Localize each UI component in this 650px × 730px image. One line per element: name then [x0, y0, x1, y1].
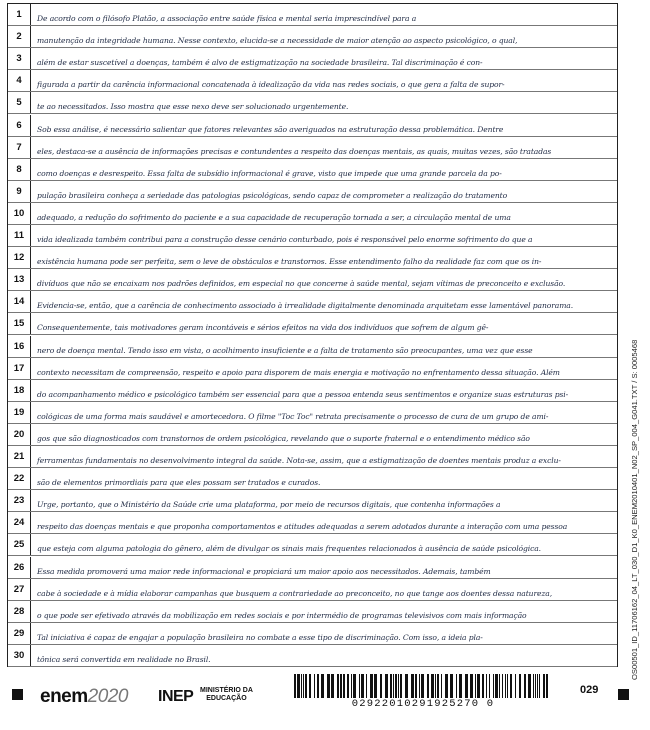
line-number: 25 [8, 534, 31, 555]
line-number: 30 [8, 645, 31, 666]
handwritten-text: manutenção da integridade humana. Nesse contexto, elucida-se a necessidade de maior atenção ao aspecto psicológico, o qual, [37, 36, 518, 46]
essay-line [8, 137, 617, 159]
essay-line [8, 468, 617, 490]
handwritten-text: pulação brasileira conheça a seriedade das patologias psicológicas, sendo capaz de comprometer a realização do tratamento [37, 190, 508, 200]
essay-line [8, 247, 617, 269]
handwritten-text: gos que são diagnosticados com transtornos de ordem psicológica, revelando que o suporte fraternal e o entendimento médico são [37, 433, 530, 443]
handwritten-text: que esteja com alguma patologia do gênero, além de divulgar os sinais mais frequentes relacionados à ausência de saúde psicológica. [37, 544, 541, 554]
essay-line [8, 557, 617, 579]
handwritten-text: como doenças e desrespeito. Essa falta de subsídio informacional é grave, visto que impede que uma grande parcela da po- [37, 168, 502, 178]
inep-logo: INEP [158, 688, 194, 705]
handwritten-text: existência humana pode ser perfeita, sem o leve de obstáculos e transtornos. Esse entendimento falho da realidade faz com que os in- [37, 257, 542, 267]
essay-line [8, 313, 617, 335]
handwritten-text: figurada a partir da carência informacional concatenada à idealização da vida nas redes sociais, o que gera a falta de supor- [37, 80, 505, 90]
ministry-logo [200, 687, 253, 703]
essay-line [8, 358, 617, 380]
handwritten-text: o que pode ser efetivado através da mobilização em redes sociais e por intermédio de programas televisivos com mais informação [37, 610, 527, 620]
line-number: 21 [8, 446, 31, 467]
line-number: 15 [8, 313, 31, 334]
line-number: 8 [8, 159, 31, 180]
essay-line [8, 26, 617, 48]
handwritten-text: Tal iniciativa é capaz de engajar a população brasileira no combate a esse tipo de discriminação. Com isso, a ideia pla- [37, 632, 483, 642]
enem-logo [40, 686, 128, 708]
handwritten-text: te ao necessitados. Isso mostra que esse nexo deve ser solucionado urgentemente. [37, 102, 349, 112]
handwritten-text: Evidencia-se, então, que a carência de conhecimento associado à irrealidade digitalmente denominada arquitetam esse lamentável panorama. [37, 301, 574, 311]
handwritten-text: Consequentemente, tais motivadores geram incontáveis e sérios efeitos na vida dos indivíduos que sofrem de algum gê- [37, 323, 489, 333]
handwritten-text: contexto necessitam de compreensão, respeito e apoio para disporem de mais energia e motivação no enfrentamento dessa situação. Além [37, 367, 560, 377]
essay-line [8, 203, 617, 225]
line-number: 19 [8, 402, 31, 423]
line-number: 27 [8, 579, 31, 600]
line-number: 14 [8, 291, 31, 312]
line-number: 26 [8, 557, 31, 578]
handwritten-text: Sob essa análise, é necessário salientar que fatores relevantes são averiguados na estruturação dessa problemática. Dentre [37, 124, 504, 134]
essay-line [8, 424, 617, 446]
line-number: 23 [8, 490, 31, 511]
line-number: 6 [8, 115, 31, 136]
handwritten-text: são de elementos primordiais para que eles possam ser tratados e curados. [37, 478, 321, 488]
line-number: 10 [8, 203, 31, 224]
line-number: 17 [8, 358, 31, 379]
line-number: 28 [8, 601, 31, 622]
handwritten-text: vida idealizada também contribui para a construção desse cenário conturbado, pois é responsável pelo enorme sofrimento do que a [37, 235, 533, 245]
handwritten-text: divíduos que não se encaixam nos padrões definidos, em especial no que concerne à saúde mental, sejam vítimas de preconceito e exclusão. [37, 279, 566, 289]
essay-line [8, 269, 617, 291]
line-number: 22 [8, 468, 31, 489]
line-number: 3 [8, 48, 31, 69]
registration-mark [12, 689, 23, 700]
handwritten-text: cabe à sociedade e à mídia elaborar campanhas que busquem a contrariedade ao preconceito, no que tange aos doentes dessa natureza, [37, 588, 553, 598]
essay-line [8, 402, 617, 424]
essay-line [8, 181, 617, 203]
essay-line [8, 4, 617, 26]
essay-line [8, 48, 617, 70]
barcode [294, 674, 552, 700]
handwritten-text: adequado, a redução do sofrimento do paciente e a sua capacidade de recuperação tornada a ser, a circulação mental de uma [37, 212, 511, 222]
essay-line [8, 92, 617, 114]
essay-line [8, 336, 617, 358]
essay-line [8, 380, 617, 402]
essay-line [8, 159, 617, 181]
handwritten-text: além de estar suscetível a doenças, também é alvo de estigmatização na sociedade brasileira. Tal discriminação é con- [37, 58, 483, 68]
handwritten-text: tônica será convertida em realidade no Brasil. [37, 654, 211, 664]
line-number: 16 [8, 336, 31, 357]
line-number: 9 [8, 181, 31, 202]
handwritten-text: do acompanhamento médico e psicológico também ser essencial para que a pessoa entenda seus sentimentos e organize suas estruturas psi- [37, 389, 569, 399]
enem-logo-text: enem [40, 686, 88, 707]
enem-logo-year: 2020 [87, 686, 128, 707]
handwritten-text: respeito das doenças mentais e que proponha comportamentos e atitudes adequadas a serem adotados durante a interação com uma pessoa [37, 522, 568, 532]
footer [0, 672, 650, 730]
line-number: 4 [8, 70, 31, 91]
handwritten-text: De acordo com o filósofo Platão, a associação entre saúde física e mental seria imprescindível para a [37, 14, 417, 24]
handwritten-text: Essa medida promoverá uma maior rede informacional e propiciará um maior apoio aos necessitados. Ademais, também [37, 566, 491, 576]
essay-line [8, 70, 617, 92]
essay-line [8, 601, 617, 623]
line-number: 1 [8, 4, 31, 25]
line-number: 5 [8, 92, 31, 113]
line-number: 24 [8, 512, 31, 533]
handwritten-text: eles, destaca-se a ausência de informações precisas e contundentes a respeito das doenças mentais, as quais, muitas vezes, são tratadas [37, 146, 552, 156]
line-number: 29 [8, 623, 31, 644]
ministry-line-2: EDUCAÇÃO [206, 695, 247, 702]
essay-line [8, 225, 617, 247]
registration-mark [618, 689, 629, 700]
essay-line [8, 623, 617, 645]
barcode-number: 02922010291925270 0 [351, 698, 495, 710]
essay-line [8, 534, 617, 556]
line-number: 7 [8, 137, 31, 158]
essay-line [8, 115, 617, 137]
document-id: OS00501_ID_11706162_04_LT_030_D1_K0_ENEM2010401_N02_SP_004_G041.TXT / S: 0005468 [630, 339, 639, 680]
handwritten-text: cológicas de uma forma mais saudável e amortecedora. O filme "Toc Toc" retrata precisamente o processo de cura de um grupo de ami- [37, 411, 549, 421]
line-number: 2 [8, 26, 31, 47]
handwritten-text: nero de doença mental. Tendo isso em vista, o acolhimento insuficiente e a falta de tratamento são preocupantes, uma vez que esse [37, 345, 533, 355]
essay-line [8, 645, 617, 667]
line-number: 18 [8, 380, 31, 401]
handwritten-text: ferramentas fundamentais no desenvolvimento integral da saúde. Nota-se, assim, que a estigmatização de doentes mentais produz a exclu- [37, 456, 561, 466]
line-number: 11 [8, 225, 31, 246]
essay-line [8, 579, 617, 601]
page-number: 029 [580, 684, 599, 696]
ministry-line-1: MINISTÉRIO DA [200, 687, 253, 694]
handwritten-text: Urge, portanto, que o Ministério da Saúde crie uma plataforma, por meio de recursos digitais, que contenha informações a [37, 500, 501, 510]
line-number: 20 [8, 424, 31, 445]
essay-line [8, 446, 617, 468]
essay-line [8, 490, 617, 512]
line-number: 13 [8, 269, 31, 290]
essay-line [8, 291, 617, 313]
essay-answer-sheet [7, 3, 618, 667]
line-number: 12 [8, 247, 31, 268]
essay-line [8, 512, 617, 534]
